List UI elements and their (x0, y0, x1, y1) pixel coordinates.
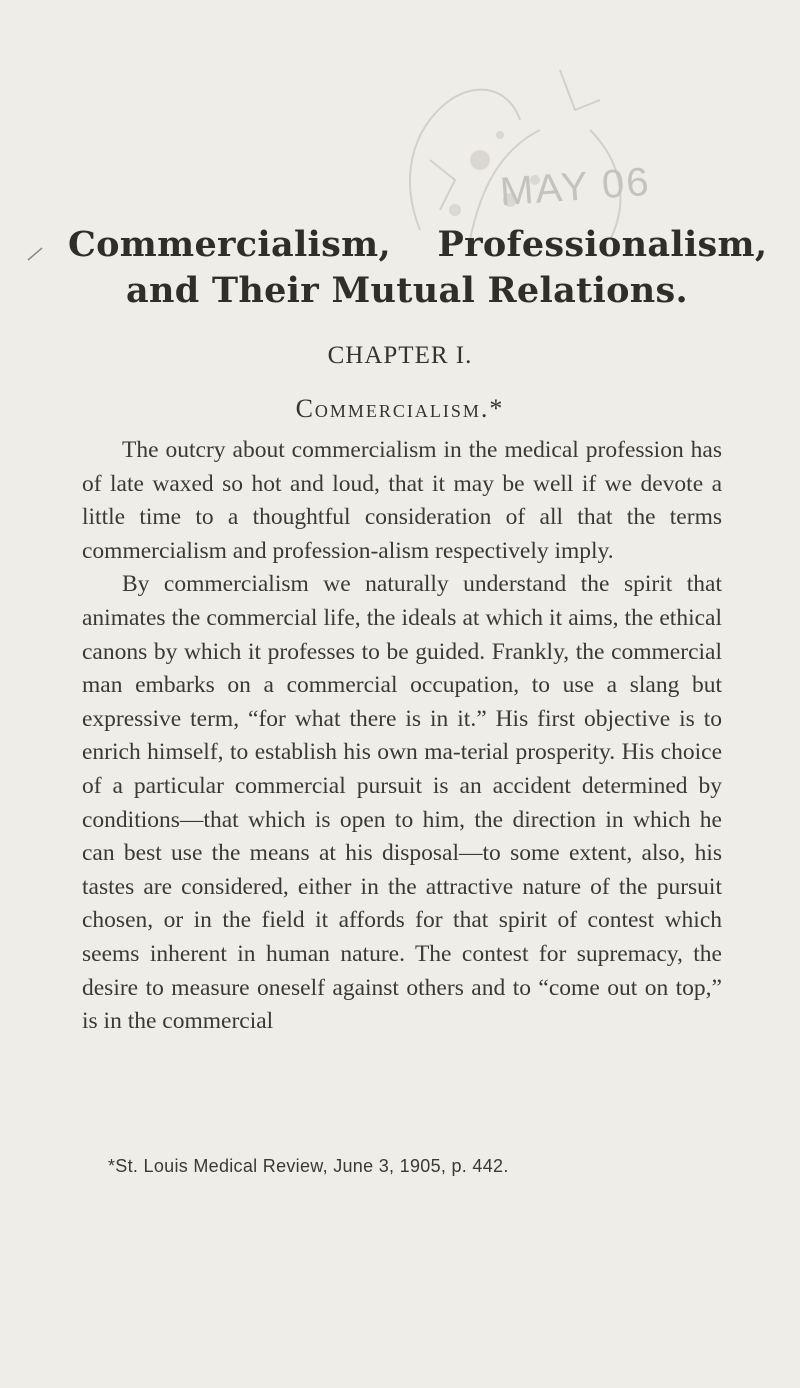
document-title (68, 222, 768, 314)
section-heading: Commercialism.* (295, 394, 505, 423)
body-text (82, 434, 722, 1039)
paragraph: The outcry about commercialism in the medical profession has of late waxed so hot and loud, that it may be well if we devote a little time to a thoughtful consideration of all that the terms commercialism and profession-alism respectively imply. (82, 437, 722, 564)
footnote: *St. Louis Medical Review, June 3, 1905, p. 442. (108, 1156, 509, 1176)
stamp-date-text: MAY 06 (498, 159, 652, 215)
title-line-1: Commercialism, Professionalism, (68, 224, 768, 265)
paragraph: By commercialism we naturally understand the spirit that animates the commercial life, the ideals at which it aims, the ethical canons by which it professes to be guided. Frankly, the commercial man embarks on a commercial occupation, to use a slang but expressive term, “for what there is in it.” His first objective is to enrich himself, to establish his own ma-terial prosperity. His choice of a particular commercial pursuit is an accident determined by conditions—that which is open to him, the direction in which he can best use the means at his disposal—to some extent, also, his tastes are considered, either in the attractive nature of the pursuit chosen, or in the field it affords for that spirit of contest which seems inherent in human nature. The contest for supremacy, the desire to measure oneself against others and to “come out on top,” is in the commercial (82, 571, 722, 1035)
chapter-heading: CHAPTER I. (327, 342, 473, 369)
pencil-tick-icon (26, 246, 44, 262)
title-line-2: and Their Mutual Relations. (126, 270, 688, 311)
